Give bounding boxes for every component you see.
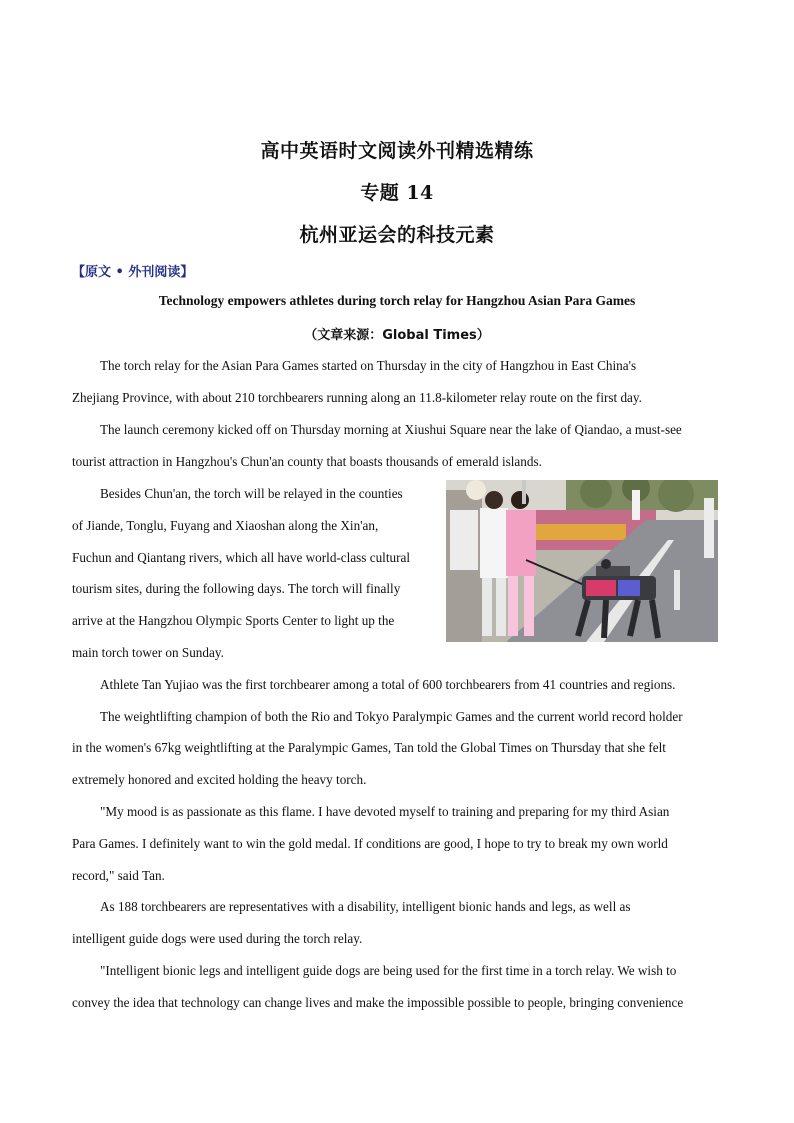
article-source: （文章来源：Global Times） (304, 328, 490, 343)
body-line: The weightlifting champion of both the Rio and Tokyo Paralympic Games and the current world record holder (100, 709, 683, 724)
body-line: Para Games. I definitely want to win the gold medal. If conditions are good, I hope to try to break my own world (72, 836, 668, 851)
body-line: tourism sites, during the following days. The torch will finally (72, 581, 401, 596)
body-line: main torch tower on Sunday. (72, 645, 224, 660)
body-line: Zhejiang Province, with about 210 torchbearers running along an 11.8-kilometer relay route on the first day. (72, 390, 642, 405)
body-line: As 188 torchbearers are representatives with a disability, intelligent bionic hands and legs, as well as (100, 899, 631, 914)
body-line: arrive at the Hangzhou Olympic Sports Center to light up the (72, 613, 395, 628)
body-line: Fuchun and Qiantang rivers, which all have world-class cultural (72, 550, 411, 565)
body-line: "Intelligent bionic legs and intelligent guide dogs are being used for the first time in a torch relay. We wish to (100, 963, 677, 978)
body-line: extremely honored and excited holding the heavy torch. (72, 772, 367, 787)
torch-relay-photo (446, 480, 718, 642)
body-line: in the women's 67kg weightlifting at the Paralympic Games, Tan told the Global Times on Thursday that she felt (72, 740, 666, 755)
body-line: of Jiande, Tonglu, Fuyang and Xiaoshan along the Xin'an, (72, 518, 379, 533)
body-line: convey the idea that technology can change lives and make the impossible possible to people, bringing convenience (72, 995, 684, 1010)
article-headline: Technology empowers athletes during torch relay for Hangzhou Asian Para Games (158, 293, 636, 308)
body-line: intelligent guide dogs were used during the torch relay. (72, 931, 363, 946)
topic-title: 杭州亚运会的科技元素 (299, 224, 495, 246)
section-tag: 【原文 • 外刊阅读】 (72, 265, 194, 280)
topic-number: 专题 14 (360, 182, 434, 204)
body-line: "My mood is as passionate as this flame. I have devoted myself to training and preparing for my third Asian (100, 804, 670, 819)
body-line: The torch relay for the Asian Para Games started on Thursday in the city of Hangzhou in East China's (100, 358, 637, 373)
body-line: Besides Chun'an, the torch will be relayed in the counties (100, 486, 403, 501)
document-title: 高中英语时文阅读外刊精选精练 (260, 140, 534, 162)
body-line: tourist attraction in Hangzhou's Chun'an county that boasts thousands of emerald islands. (72, 454, 542, 469)
body-line: The launch ceremony kicked off on Thursday morning at Xiushui Square near the lake of Qiandao, a must-see (100, 422, 682, 437)
body-line: Athlete Tan Yujiao was the first torchbearer among a total of 600 torchbearers from 41 countries and regions. (100, 677, 676, 692)
body-line: record," said Tan. (72, 868, 165, 883)
